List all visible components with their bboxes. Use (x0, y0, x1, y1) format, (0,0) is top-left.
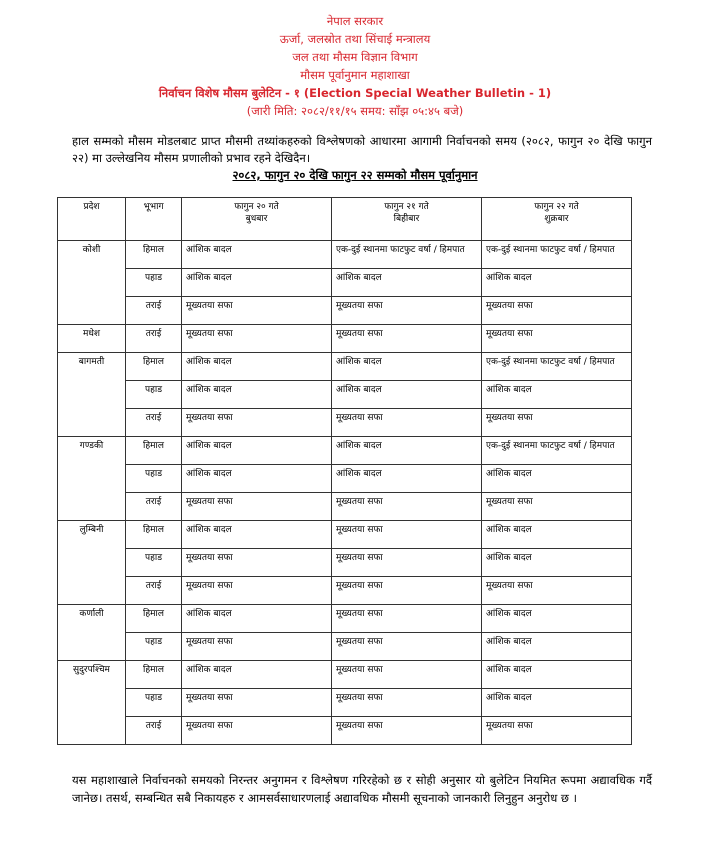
table-header-row (58, 198, 632, 241)
day2-cell: मूख्यतया सफा (332, 549, 482, 577)
table-row (58, 633, 632, 661)
day3-cell: मूख्यतया सफा (482, 493, 632, 521)
province-cell: बागमती (58, 353, 126, 437)
day3-cell: आंशिक बादल (482, 381, 632, 409)
day2-cell: आंशिक बादल (332, 437, 482, 465)
region-cell: तराई (126, 493, 182, 521)
day3-cell: आंशिक बादल (482, 521, 632, 549)
day1-cell: मूख्यतया सफा (182, 549, 332, 577)
province-cell: लुम्बिनी (58, 521, 126, 605)
province-cell: सुदुरपश्चिम (58, 661, 126, 745)
forecast-table (57, 197, 632, 745)
header-day3: फागुन २२ गते शुक्रबार (482, 198, 632, 241)
day1-cell: आंशिक बादल (182, 465, 332, 493)
region-cell: पहाड (126, 633, 182, 661)
day2-cell: मूख्यतया सफा (332, 717, 482, 745)
region-cell: तराई (126, 717, 182, 745)
province-cell: मधेश (58, 325, 126, 353)
province-cell: गण्डकी (58, 437, 126, 521)
day1-cell: मूख्यतया सफा (182, 633, 332, 661)
day1-cell: मूख्यतया सफा (182, 493, 332, 521)
table-row (58, 493, 632, 521)
day2-cell: आंशिक बादल (332, 465, 482, 493)
day1-cell: आंशिक बादल (182, 241, 332, 269)
day3-cell: आंशिक बादल (482, 633, 632, 661)
region-cell: पहाड (126, 269, 182, 297)
day1-cell: मूख्यतया सफा (182, 325, 332, 353)
province-cell: कर्णाली (58, 605, 126, 661)
region-cell: तराई (126, 325, 182, 353)
region-cell: हिमाल (126, 353, 182, 381)
region-cell: पहाड (126, 549, 182, 577)
day2-cell: आंशिक बादल (332, 381, 482, 409)
day1-cell: मूख्यतया सफा (182, 577, 332, 605)
region-cell: पहाड (126, 465, 182, 493)
day2-cell: मूख्यतया सफा (332, 605, 482, 633)
day1-cell: मूख्यतया सफा (182, 297, 332, 325)
day3-cell: आंशिक बादल (482, 605, 632, 633)
day3-cell: आंशिक बादल (482, 465, 632, 493)
table-row (58, 353, 632, 381)
ministry-name: ऊर्जा, जलस्रोत तथा सिंचाई मन्त्रालय (279, 32, 431, 46)
table-row (58, 577, 632, 605)
region-cell: तराई (126, 297, 182, 325)
day1-cell: आंशिक बादल (182, 661, 332, 689)
table-row (58, 437, 632, 465)
table-row (58, 549, 632, 577)
table-row (58, 717, 632, 745)
bulletin-title: निर्वाचन विशेष मौसम बुलेटिन - १ (Election Special Weather Bulletin - 1) (158, 86, 552, 100)
table-row (58, 689, 632, 717)
table-row (58, 297, 632, 325)
region-cell: हिमाल (126, 605, 182, 633)
day2-cell: मूख्यतया सफा (332, 325, 482, 353)
division-name: मौसम पूर्वानुमान महाशाखा (300, 68, 410, 82)
day2-cell: एक-दुई स्थानमा फाटफुट वर्षा / हिमपात (332, 241, 482, 269)
day2-cell: आंशिक बादल (332, 269, 482, 297)
footer-paragraph: यस महाशाखाले निर्वाचनको समयको निरन्तर अनुगमन र विश्लेषण गरिरहेको छ र सोही अनुसार यो बुलेटिन नियमित रूपमा अद्यावधिक गर्दै जानेछ। तसर्थ, सम्बन्धित सबै निकायहरु र आमसर्वसाधारणलाई अद्यावधिक मौसमी सूचनाको जानकारी लिनुहुन अनुरोध छ । (72, 773, 652, 805)
day1-cell: आंशिक बादल (182, 521, 332, 549)
region-cell: हिमाल (126, 521, 182, 549)
table-row (58, 325, 632, 353)
day1-cell: आंशिक बादल (182, 269, 332, 297)
region-cell: हिमाल (126, 241, 182, 269)
region-cell: हिमाल (126, 661, 182, 689)
day1-cell: मूख्यतया सफा (182, 409, 332, 437)
table-row (58, 661, 632, 689)
header-day2: फागुन २१ गते बिहीबार (332, 198, 482, 241)
table-row (58, 521, 632, 549)
department-name: जल तथा मौसम विज्ञान विभाग (292, 50, 418, 64)
table-row (58, 241, 632, 269)
table-row (58, 269, 632, 297)
region-cell: पहाड (126, 689, 182, 717)
day3-cell: मूख्यतया सफा (482, 577, 632, 605)
bulletin-header (0, 12, 710, 120)
day3-cell: आंशिक बादल (482, 661, 632, 689)
day1-cell: आंशिक बादल (182, 605, 332, 633)
day2-cell: मूख्यतया सफा (332, 689, 482, 717)
province-cell: कोशी (58, 241, 126, 325)
day2-cell: मूख्यतया सफा (332, 493, 482, 521)
day3-cell: आंशिक बादल (482, 269, 632, 297)
day1-cell: आंशिक बादल (182, 381, 332, 409)
forecast-subtitle: २०८२, फागुन २० देखि फागुन २२ सम्मको मौसम पूर्वानुमान (232, 168, 478, 182)
day2-cell: आंशिक बादल (332, 353, 482, 381)
region-cell: हिमाल (126, 437, 182, 465)
day1-cell: मूख्यतया सफा (182, 717, 332, 745)
table-row (58, 465, 632, 493)
day2-cell: मूख्यतया सफा (332, 577, 482, 605)
day3-cell: मूख्यतया सफा (482, 717, 632, 745)
day3-cell: मूख्यतया सफा (482, 409, 632, 437)
day3-cell: आंशिक बादल (482, 689, 632, 717)
day3-cell: एक-दुई स्थानमा फाटफुट वर्षा / हिमपात (482, 241, 632, 269)
issue-date: (जारी मिति: २०८२/११/१५ समय: साँझ ०५:४५ बजे) (246, 104, 464, 118)
day3-cell: एक-दुई स्थानमा फाटफुट वर्षा / हिमपात (482, 353, 632, 381)
day1-cell: मूख्यतया सफा (182, 689, 332, 717)
day2-cell: मूख्यतया सफा (332, 633, 482, 661)
header-day1: फागुन २० गते बुधबार (182, 198, 332, 241)
region-cell: पहाड (126, 381, 182, 409)
day3-cell: एक-दुई स्थानमा फाटफुट वर्षा / हिमपात (482, 437, 632, 465)
intro-paragraph: हाल सम्मको मौसम मोडलबाट प्राप्त मौसमी तथ्यांकहरुको विश्लेषणको आधारमा आगामी निर्वाचनको समय (२०८२, फागुन २० देखि फागुन २२) मा उल्लेखनिय मौसम प्रणालीको प्रभाव रहने देखिदैन। (72, 134, 652, 165)
table-row (58, 409, 632, 437)
day3-cell: मूख्यतया सफा (482, 325, 632, 353)
day2-cell: मूख्यतया सफा (332, 297, 482, 325)
government-name: नेपाल सरकार (326, 14, 384, 28)
table-row (58, 605, 632, 633)
region-cell: तराई (126, 409, 182, 437)
day2-cell: मूख्यतया सफा (332, 521, 482, 549)
day3-cell: आंशिक बादल (482, 549, 632, 577)
day1-cell: आंशिक बादल (182, 353, 332, 381)
header-region: भूभाग (126, 198, 182, 241)
day1-cell: आंशिक बादल (182, 437, 332, 465)
header-province: प्रदेश (58, 198, 126, 241)
region-cell: तराई (126, 577, 182, 605)
day2-cell: मूख्यतया सफा (332, 661, 482, 689)
day3-cell: मूख्यतया सफा (482, 297, 632, 325)
table-row (58, 381, 632, 409)
day2-cell: मूख्यतया सफा (332, 409, 482, 437)
